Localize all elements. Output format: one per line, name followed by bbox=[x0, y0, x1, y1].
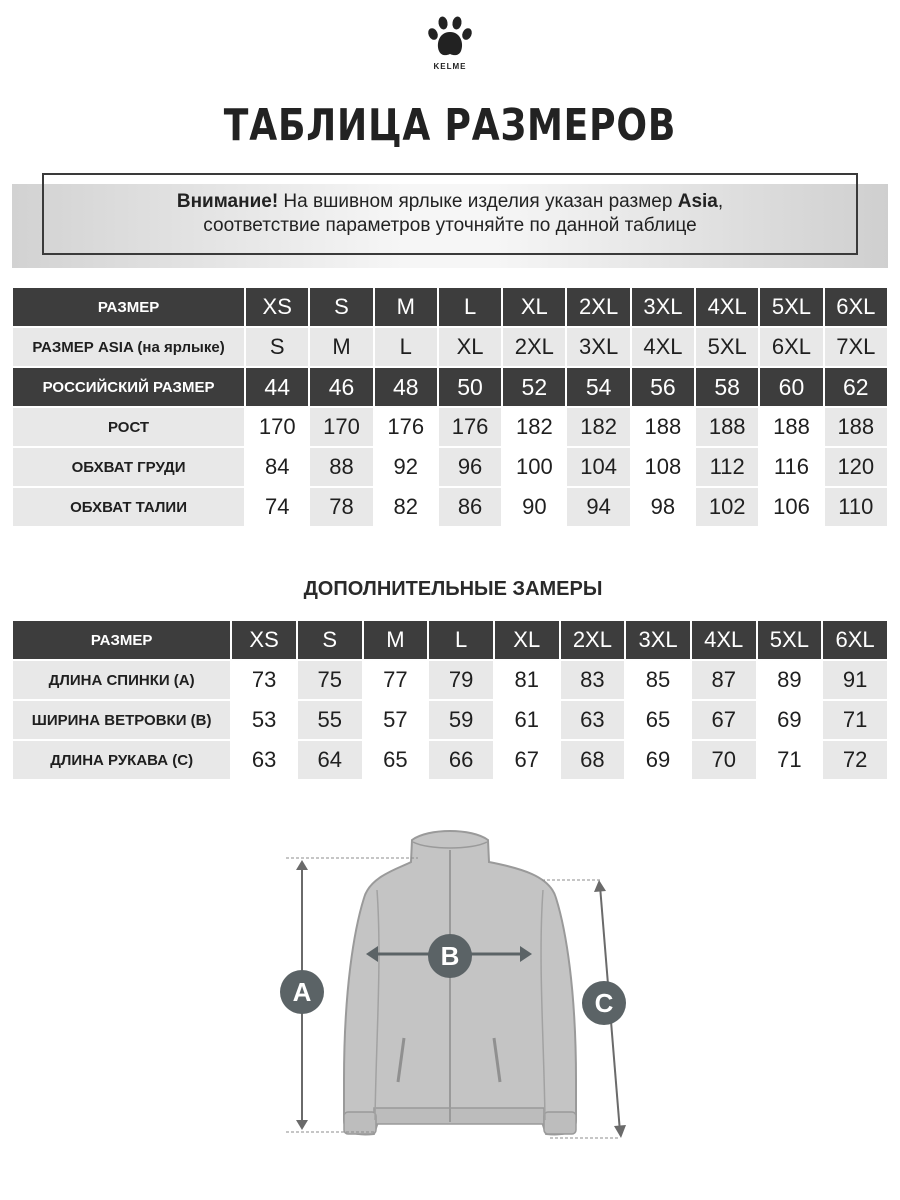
page-title: ТАБЛИЦА РАЗМЕРОВ bbox=[223, 100, 677, 151]
height-cell: 170 bbox=[310, 408, 372, 446]
jacket-width-cell: 71 bbox=[823, 701, 887, 739]
waist-cell: 90 bbox=[503, 488, 565, 526]
sleeve-length-cell: 69 bbox=[626, 741, 690, 779]
height-cell: 188 bbox=[696, 408, 758, 446]
jacket-width-cell: 63 bbox=[561, 701, 625, 739]
back-length-cell: 85 bbox=[626, 661, 690, 699]
chest-cell: 112 bbox=[696, 448, 758, 486]
size-header-label: РАЗМЕР bbox=[13, 288, 244, 326]
asia-cell: S bbox=[246, 328, 308, 366]
marker-b-label: B bbox=[440, 941, 460, 971]
height-cell: 188 bbox=[632, 408, 694, 446]
marker-a-label: A bbox=[292, 977, 312, 1007]
back-length-cell: 73 bbox=[232, 661, 296, 699]
chest-cell: 92 bbox=[375, 448, 437, 486]
size-cell: XS bbox=[246, 288, 308, 326]
chest-row bbox=[13, 448, 887, 486]
size-cell: S bbox=[310, 288, 372, 326]
russian-size-cell: 46 bbox=[310, 368, 372, 406]
chest-cell: 88 bbox=[310, 448, 372, 486]
size-cell: XL bbox=[503, 288, 565, 326]
russian-size-cell: 52 bbox=[503, 368, 565, 406]
brand-logo bbox=[0, 14, 900, 71]
chest-label: ОБХВАТ ГРУДИ bbox=[13, 448, 244, 486]
sleeve-length-cell: 65 bbox=[364, 741, 428, 779]
sleeve-length-cell: 70 bbox=[692, 741, 756, 779]
notice-text: На вшивном ярлыке изделия указан размер bbox=[278, 191, 678, 212]
chest-cell: 84 bbox=[246, 448, 308, 486]
size-cell: M bbox=[375, 288, 437, 326]
russian-size-cell: 60 bbox=[760, 368, 822, 406]
size-cell: 5XL bbox=[760, 288, 822, 326]
back-length-cell: 87 bbox=[692, 661, 756, 699]
asia-cell: 6XL bbox=[760, 328, 822, 366]
asia-label: РАЗМЕР ASIA (на ярлыке) bbox=[13, 328, 244, 366]
height-row bbox=[13, 408, 887, 446]
sleeve-length-cell: 71 bbox=[758, 741, 822, 779]
sleeve-length-cell: 64 bbox=[298, 741, 362, 779]
asia-row bbox=[13, 328, 887, 366]
chest-cell: 120 bbox=[825, 448, 887, 486]
extra-size-cell: 2XL bbox=[561, 621, 625, 659]
extra-size-cell: XS bbox=[232, 621, 296, 659]
height-cell: 182 bbox=[503, 408, 565, 446]
extra-size-cell: M bbox=[364, 621, 428, 659]
size-cell: 6XL bbox=[825, 288, 887, 326]
a-arrow-up-icon bbox=[296, 860, 308, 870]
waist-cell: 110 bbox=[825, 488, 887, 526]
russian-size-cell: 50 bbox=[439, 368, 501, 406]
russian-size-cell: 44 bbox=[246, 368, 308, 406]
russian-size-row bbox=[13, 368, 887, 406]
russian-size-cell: 58 bbox=[696, 368, 758, 406]
notice-box bbox=[42, 173, 858, 255]
asia-cell: 4XL bbox=[632, 328, 694, 366]
asia-cell: M bbox=[310, 328, 372, 366]
back-length-cell: 77 bbox=[364, 661, 428, 699]
size-cell: 3XL bbox=[632, 288, 694, 326]
asia-cell: L bbox=[375, 328, 437, 366]
waist-cell: 82 bbox=[375, 488, 437, 526]
sleeve-length-cell: 67 bbox=[495, 741, 559, 779]
chest-cell: 100 bbox=[503, 448, 565, 486]
extra-size-cell: 6XL bbox=[823, 621, 887, 659]
extra-size-cell: S bbox=[298, 621, 362, 659]
extra-size-cell: 3XL bbox=[626, 621, 690, 659]
jacket-width-cell: 55 bbox=[298, 701, 362, 739]
extra-size-cell: 5XL bbox=[758, 621, 822, 659]
jacket-width-cell: 65 bbox=[626, 701, 690, 739]
back-length-cell: 81 bbox=[495, 661, 559, 699]
jacket-width-row bbox=[13, 701, 887, 739]
waist-cell: 98 bbox=[632, 488, 694, 526]
marker-c-label: C bbox=[594, 988, 614, 1018]
jacket-width-cell: 69 bbox=[758, 701, 822, 739]
asia-cell: 7XL bbox=[825, 328, 887, 366]
jacket-width-cell: 57 bbox=[364, 701, 428, 739]
sleeve-length-label: ДЛИНА РУКАВА (С) bbox=[13, 741, 230, 779]
extra-measurements-title: ДОПОЛНИТЕЛЬНЫЕ ЗАМЕРЫ bbox=[303, 578, 603, 600]
back-length-label: ДЛИНА СПИНКИ (А) bbox=[13, 661, 230, 699]
right-cuff bbox=[544, 1112, 576, 1134]
back-length-cell: 89 bbox=[758, 661, 822, 699]
jacket-hem bbox=[374, 1108, 544, 1124]
back-length-cell: 79 bbox=[429, 661, 493, 699]
notice-asia: Asia bbox=[677, 191, 718, 212]
notice-lead: Внимание! bbox=[176, 191, 279, 212]
asia-cell: 3XL bbox=[567, 328, 629, 366]
waist-cell: 102 bbox=[696, 488, 758, 526]
extra-size-row bbox=[13, 621, 887, 659]
waist-row bbox=[13, 488, 887, 526]
russian-size-cell: 62 bbox=[825, 368, 887, 406]
size-table bbox=[11, 286, 889, 528]
a-arrow-down-icon bbox=[296, 1120, 308, 1130]
extra-size-cell: XL bbox=[495, 621, 559, 659]
extra-measurements-table bbox=[11, 619, 889, 781]
russian-size-label: РОССИЙСКИЙ РАЗМЕР bbox=[13, 368, 244, 406]
jacket-width-label: ШИРИНА ВЕТРОВКИ (В) bbox=[13, 701, 230, 739]
height-cell: 176 bbox=[439, 408, 501, 446]
jacket-width-cell: 53 bbox=[232, 701, 296, 739]
height-cell: 176 bbox=[375, 408, 437, 446]
extra-size-cell: 4XL bbox=[692, 621, 756, 659]
back-length-cell: 91 bbox=[823, 661, 887, 699]
sleeve-length-cell: 63 bbox=[232, 741, 296, 779]
brand-name: KELME bbox=[433, 62, 467, 71]
russian-size-cell: 54 bbox=[567, 368, 629, 406]
paw-icon bbox=[426, 14, 474, 60]
size-row bbox=[13, 288, 887, 326]
size-cell: 2XL bbox=[567, 288, 629, 326]
chest-cell: 104 bbox=[567, 448, 629, 486]
jacket-width-cell: 59 bbox=[429, 701, 493, 739]
height-cell: 188 bbox=[760, 408, 822, 446]
back-length-row bbox=[13, 661, 887, 699]
notice-line-2: соответствие параметров уточняйте по данной таблице bbox=[203, 215, 697, 236]
left-cuff bbox=[344, 1112, 376, 1134]
back-length-cell: 83 bbox=[561, 661, 625, 699]
asia-cell: 5XL bbox=[696, 328, 758, 366]
waist-cell: 86 bbox=[439, 488, 501, 526]
size-cell: 4XL bbox=[696, 288, 758, 326]
asia-cell: XL bbox=[439, 328, 501, 366]
sleeve-length-cell: 68 bbox=[561, 741, 625, 779]
jacket-width-cell: 61 bbox=[495, 701, 559, 739]
chest-cell: 108 bbox=[632, 448, 694, 486]
height-cell: 188 bbox=[825, 408, 887, 446]
russian-size-cell: 56 bbox=[632, 368, 694, 406]
c-arrow-down-icon bbox=[614, 1125, 626, 1138]
height-cell: 170 bbox=[246, 408, 308, 446]
size-cell: L bbox=[439, 288, 501, 326]
back-length-cell: 75 bbox=[298, 661, 362, 699]
russian-size-cell: 48 bbox=[375, 368, 437, 406]
c-arrow-up-icon bbox=[594, 880, 606, 892]
jacket-diagram bbox=[270, 820, 650, 1150]
sleeve-length-cell: 72 bbox=[823, 741, 887, 779]
chest-cell: 96 bbox=[439, 448, 501, 486]
waist-cell: 74 bbox=[246, 488, 308, 526]
chest-cell: 116 bbox=[760, 448, 822, 486]
waist-label: ОБХВАТ ТАЛИИ bbox=[13, 488, 244, 526]
extra-size-cell: L bbox=[429, 621, 493, 659]
height-label: РОСТ bbox=[13, 408, 244, 446]
waist-cell: 106 bbox=[760, 488, 822, 526]
jacket-width-cell: 67 bbox=[692, 701, 756, 739]
height-cell: 182 bbox=[567, 408, 629, 446]
notice-comma: , bbox=[717, 191, 724, 212]
sleeve-length-row bbox=[13, 741, 887, 779]
extra-size-header-label: РАЗМЕР bbox=[13, 621, 230, 659]
waist-cell: 94 bbox=[567, 488, 629, 526]
asia-cell: 2XL bbox=[503, 328, 565, 366]
notice-line-1 bbox=[177, 190, 723, 214]
sleeve-length-cell: 66 bbox=[429, 741, 493, 779]
waist-cell: 78 bbox=[310, 488, 372, 526]
